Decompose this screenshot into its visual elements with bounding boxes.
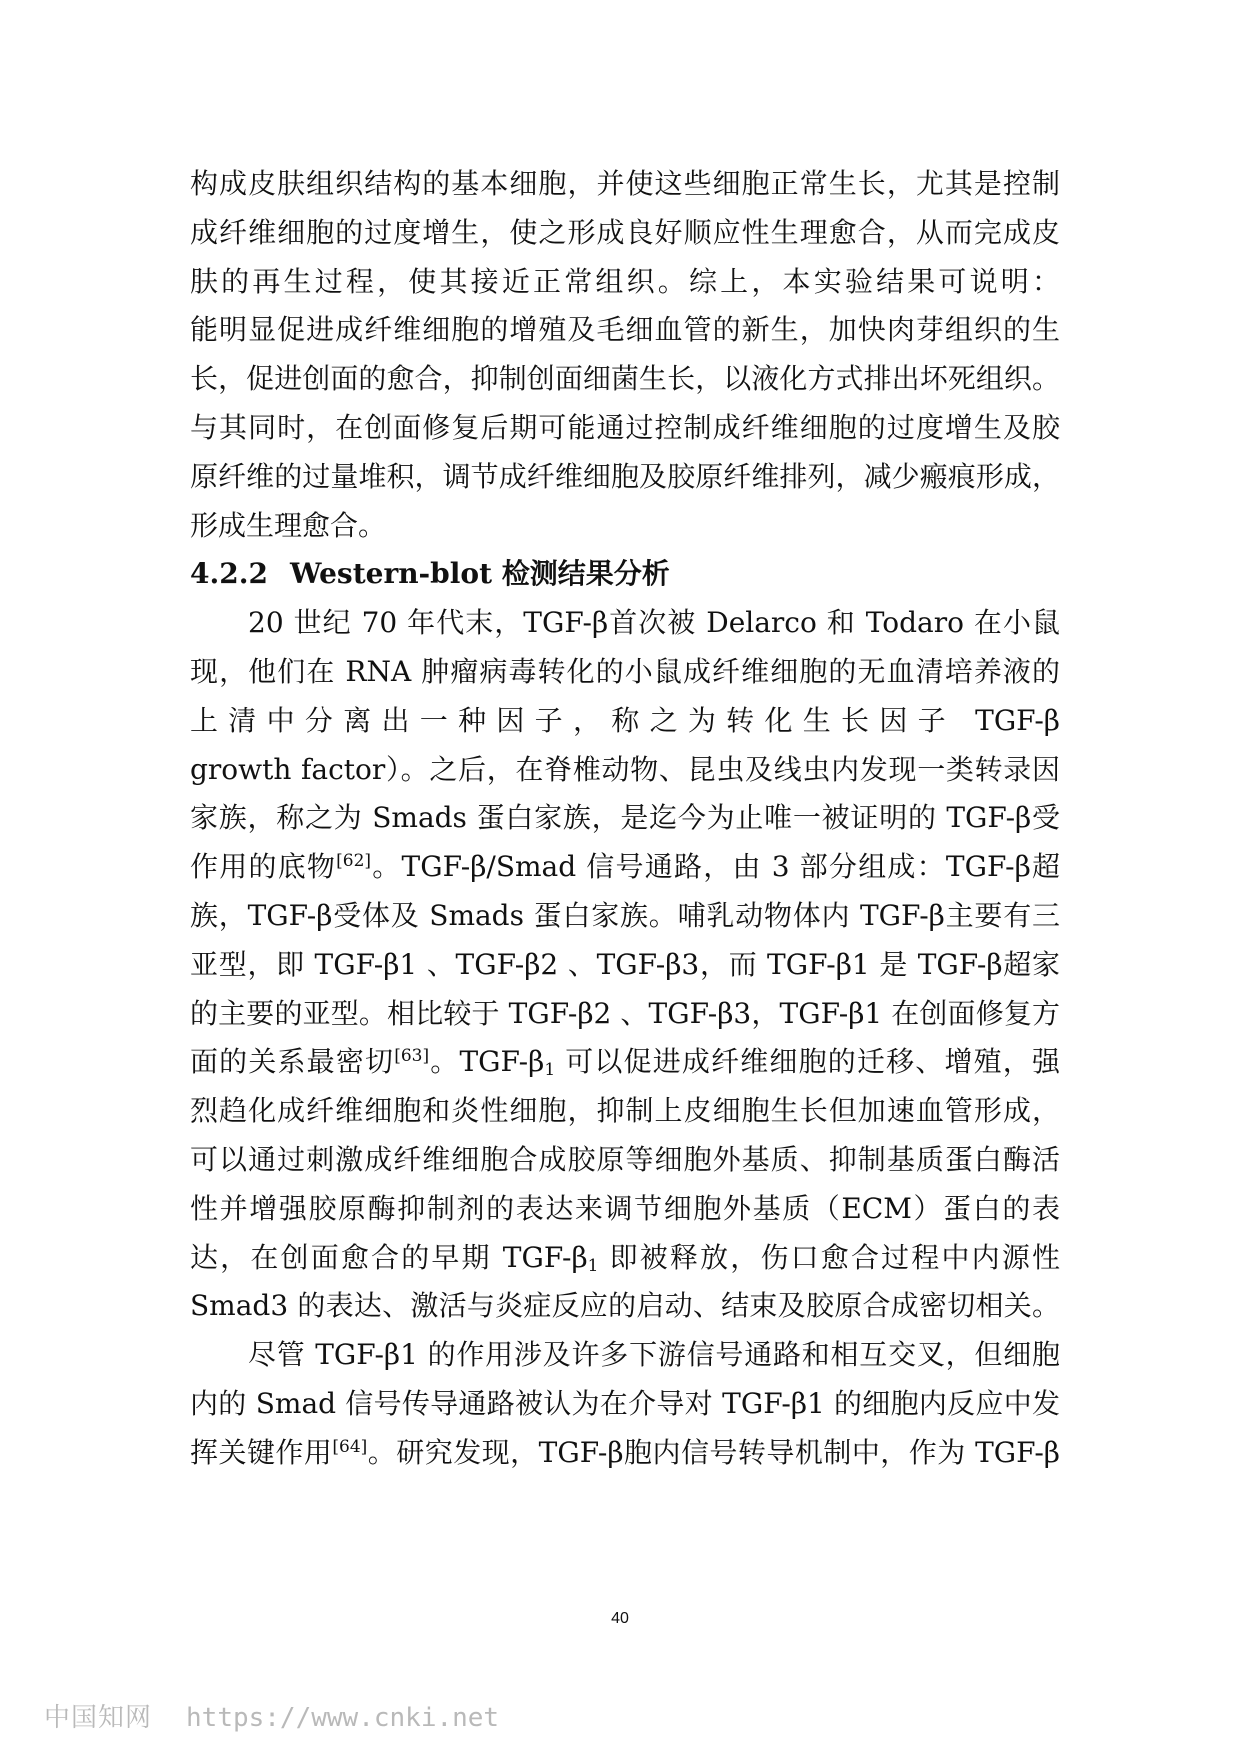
text-run: 作用的底物 <box>190 850 337 884</box>
text-line: 族，TGF-β受体及 Smads 蛋白家族。哺乳动物体内 TGF-β主要有三 <box>190 898 1060 932</box>
text-run: 可以促进成纤维细胞的迁移、增殖，强 <box>565 1045 1060 1079</box>
text-line: 20 世纪 70 年代末，TGF-β首次被 Delarco 和 Todaro 在小鼠 <box>248 606 1060 640</box>
text-run: 。TGF-β/Smad 信号通路，由 3 部分组成：TGF-β超 <box>371 850 1060 884</box>
text-line <box>190 1038 1060 1087</box>
text-line: 亚型，即 TGF-β1 、TGF-β2 、TGF-β3，而 TGF-β1 是 TGF-β超家 <box>190 947 1060 981</box>
subscript: 1 <box>587 1255 599 1276</box>
citation-ref: [64] <box>332 1436 368 1457</box>
citation-ref: [63] <box>394 1046 430 1067</box>
text-line: 构成皮肤组织结构的基本细胞，并使这些细胞正常生长，尤其是控制 <box>190 167 1060 200</box>
text-line: 内的 Smad 信号传导通路被认为在介导对 TGF-β1 的细胞内反应中发 <box>190 1386 1060 1420</box>
text-run: 面的关系最密切 <box>190 1045 395 1079</box>
text-line: 原纤维的过量堆积，调节成纤维细胞及胶原纤维排列，减少瘢痕形成， <box>190 459 1060 493</box>
text-line: 长，促进创面的愈合，抑制创面细菌生长，以液化方式排出坏死组织。 <box>190 362 1060 396</box>
text-run: 挥关键作用 <box>190 1435 333 1469</box>
text-line: 上清中分离出一种因子，称之为转化生长因子 TGF-β <box>190 703 1060 737</box>
section-title: Western-blot 检测结果分析 <box>289 557 670 591</box>
text-line: 的主要的亚型。相比较于 TGF-β2 、TGF-β3，TGF-β1 在创面修复方 <box>190 996 1060 1030</box>
text-line: 形成生理愈合。 <box>190 508 387 542</box>
text-line: 肤的再生过程，使其接近正常组织。综上，本实验结果可说明： <box>190 264 1060 298</box>
text-line: 性并增强胶原酶抑制剂的表达来调节细胞外基质（ECM）蛋白的表 <box>190 1191 1060 1225</box>
text-line: Smad3 的表达、激活与炎症反应的启动、结束及胶原合成密切相关。 <box>190 1289 1060 1323</box>
section-heading <box>190 550 1060 599</box>
text-line: 成纤维细胞的过度增生，使之形成良好顺应性生理愈合，从而完成皮 <box>190 215 1060 249</box>
text-run: 。TGF-β <box>429 1045 545 1079</box>
text-line: 能明显促进成纤维细胞的增殖及毛细血管的新生，加快肉芽组织的生 <box>190 313 1060 347</box>
text-run: 即被释放，伤口愈合过程中内源性 <box>609 1240 1060 1274</box>
text-line <box>190 843 1060 892</box>
text-line: 现，他们在 RNA 肿瘤病毒转化的小鼠成纤维细胞的无血清培养液的 <box>190 654 1060 688</box>
cnki-watermark <box>44 1697 499 1734</box>
page-number: 40 <box>611 1610 629 1627</box>
section-number: 4.2.2 <box>190 557 268 591</box>
text-line: 烈趋化成纤维细胞和炎性细胞，抑制上皮细胞生长但加速血管形成， <box>190 1094 1060 1128</box>
text-line: 家族，称之为 Smads 蛋白家族，是迄今为止唯一被证明的 TGF-β受 <box>190 801 1060 835</box>
watermark-brand: 中国知网 <box>44 1703 153 1733</box>
text-line: growth factor）。之后，在脊椎动物、昆虫及线虫内发现一类转录因 <box>190 752 1060 786</box>
text-run: 达，在创面愈合的早期 TGF-β <box>190 1240 588 1274</box>
text-run: 。研究发现，TGF-β胞内信号转导机制中，作为 TGF-β <box>367 1435 1060 1469</box>
text-line: 尽管 TGF-β1 的作用涉及许多下游信号通路和相互交叉，但细胞 <box>248 1338 1060 1372</box>
watermark-url: https://www.cnki.net <box>186 1703 500 1733</box>
citation-ref: [62] <box>336 851 372 872</box>
text-line <box>190 1429 1060 1478</box>
text-line: 可以通过刺激成纤维细胞合成胶原等细胞外基质、抑制基质蛋白酶活 <box>190 1142 1060 1176</box>
text-line <box>190 1234 1060 1283</box>
text-line: 与其同时，在创面修复后期可能通过控制成纤维细胞的过度增生及胶 <box>190 410 1060 444</box>
body-text <box>190 160 1060 1478</box>
subscript: 1 <box>544 1060 556 1081</box>
